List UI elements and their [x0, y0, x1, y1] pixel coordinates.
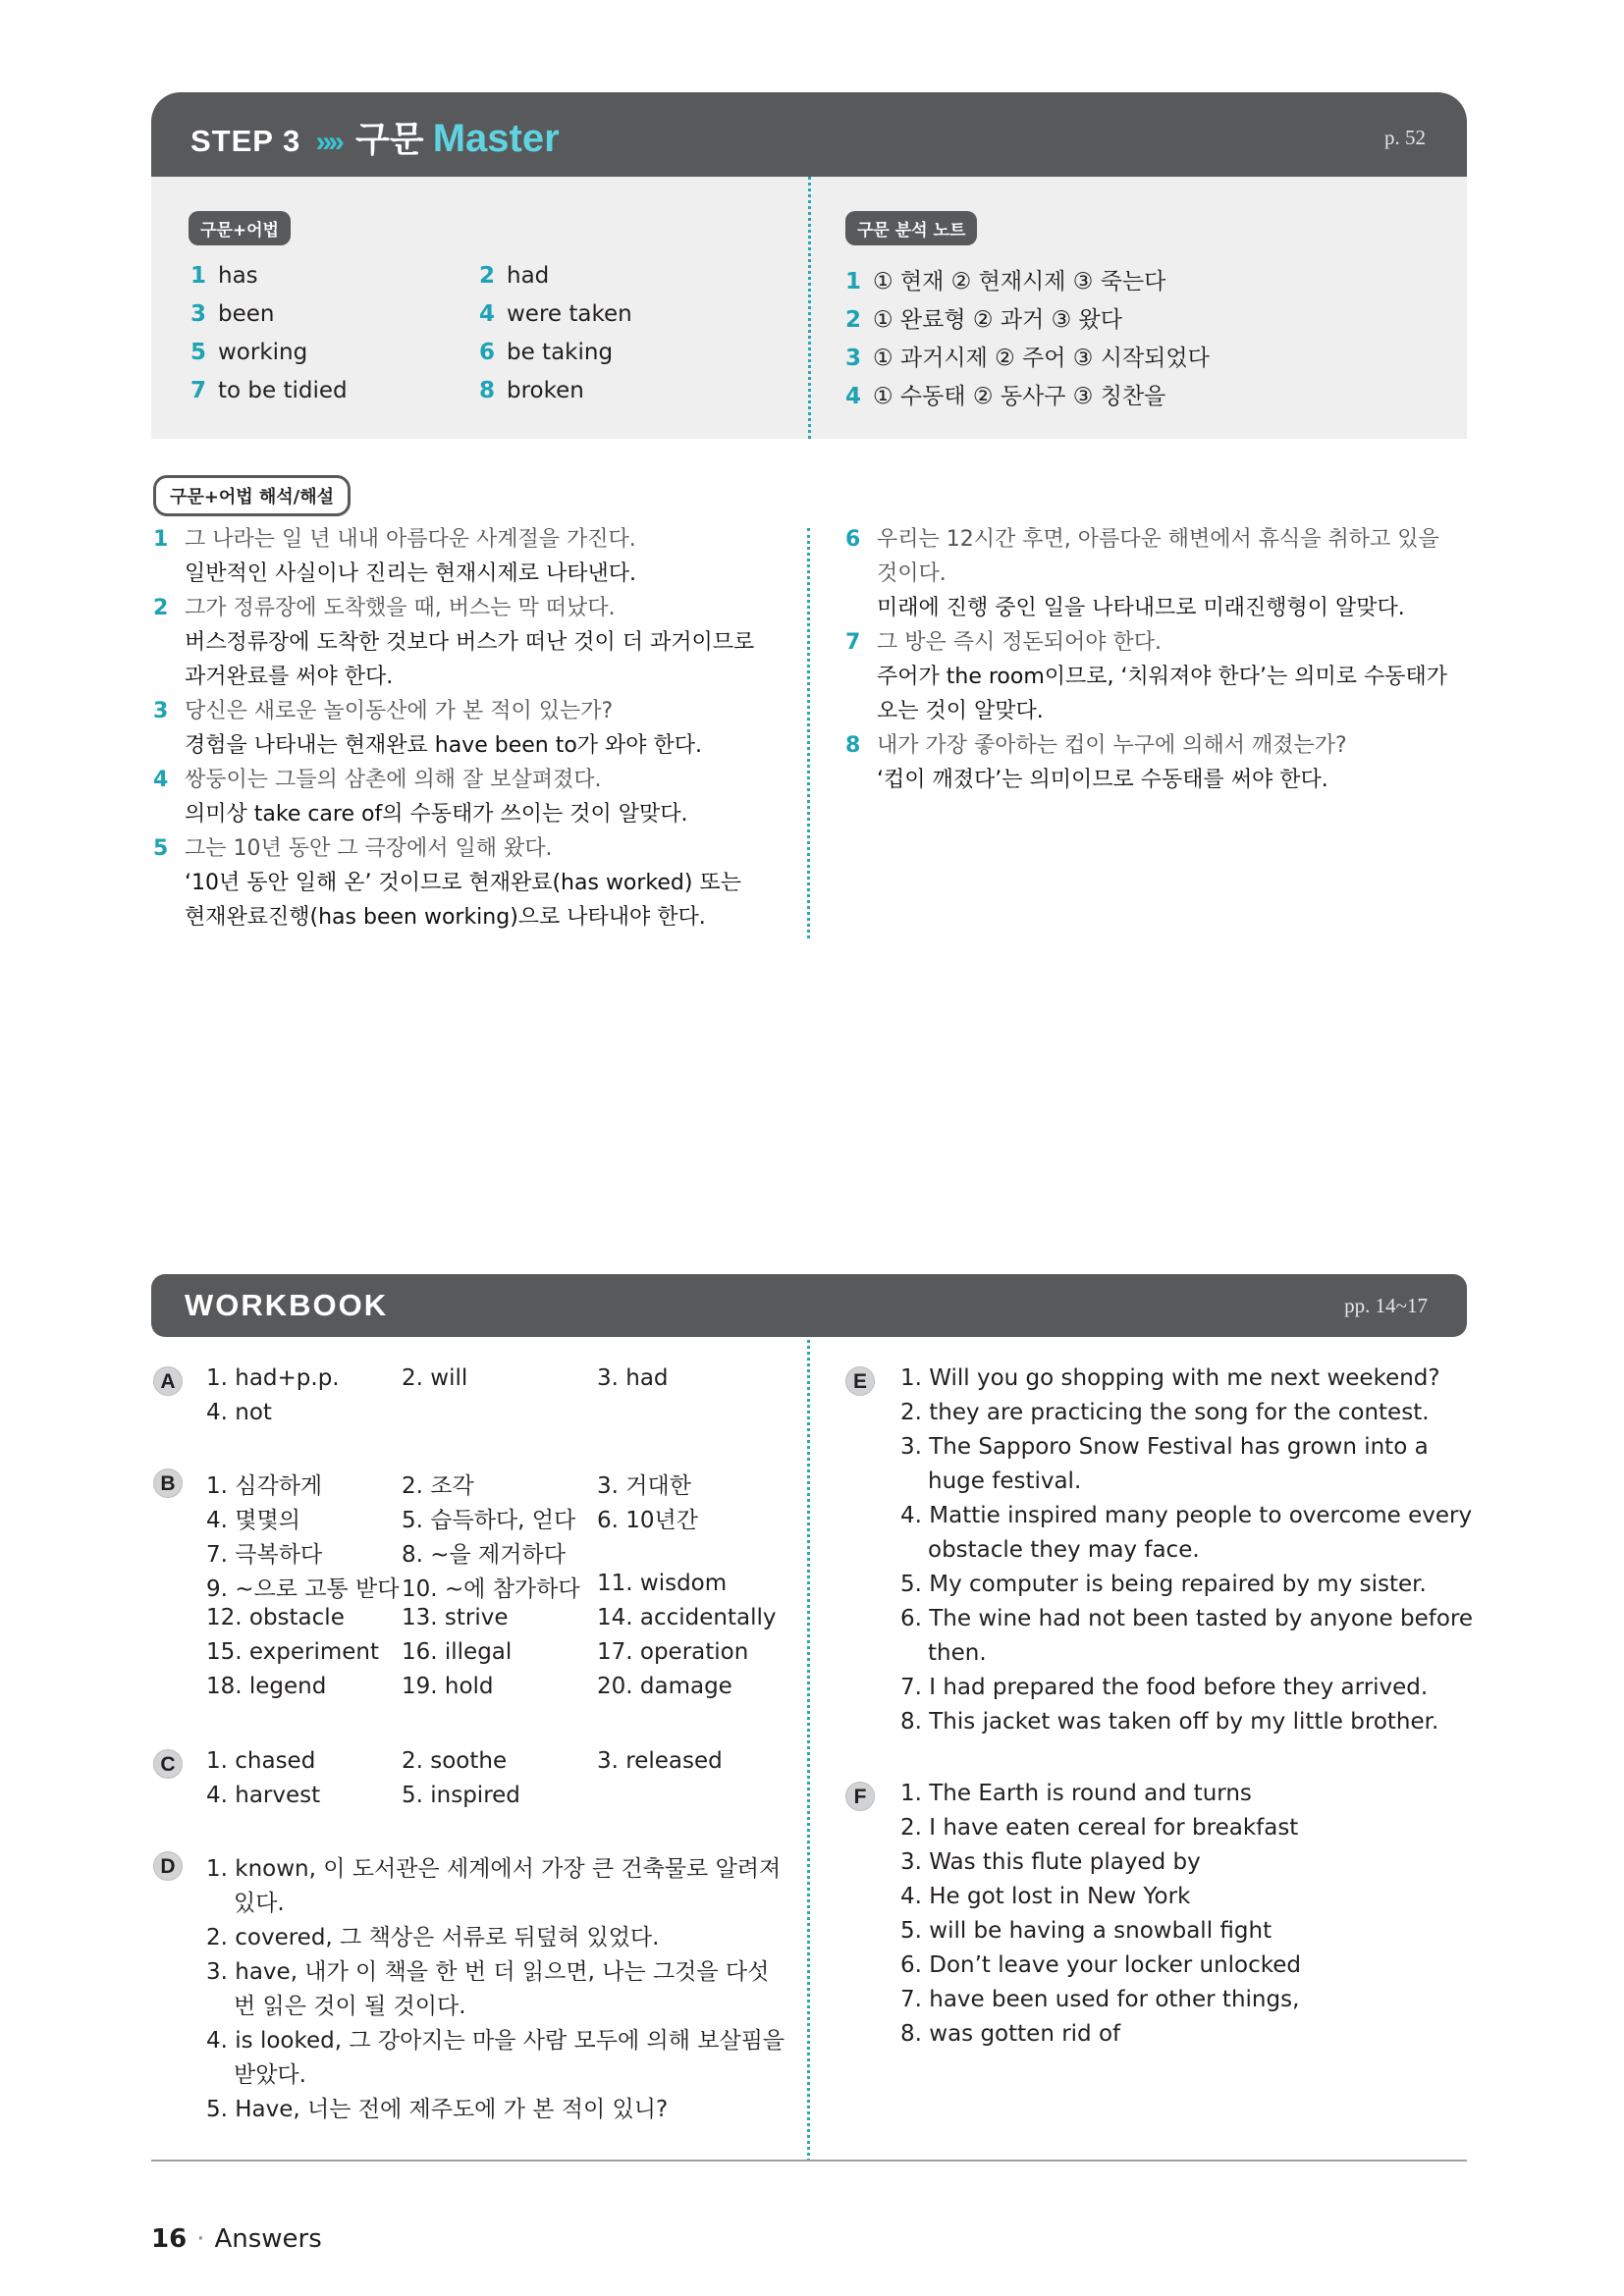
explanation-note: 의미상 take care of의 수동태가 쓰이는 것이 알맞다.	[185, 802, 688, 827]
explanation-item	[845, 522, 1466, 625]
explanation-number: 3	[153, 699, 169, 723]
wb-d-line: 있다.	[234, 1891, 285, 1916]
wb-f-line: 4. He got lost in New York	[900, 1884, 1191, 1909]
column-divider	[807, 1340, 810, 2162]
explanation-note: ‘10년 동안 일해 온’ 것이므로 현재완료(has worked) 또는	[185, 871, 741, 895]
wb-b-item: 18. legend	[206, 1674, 327, 1699]
explanation-right-column	[845, 522, 1466, 797]
wb-c-item: 5. inspired	[402, 1783, 520, 1808]
wb-e-line: 8. This jacket was taken off by my little brother.	[900, 1709, 1439, 1735]
wb-a-item: 3. had	[597, 1365, 669, 1391]
explanation-item	[153, 694, 782, 763]
explanation-note: 미래에 진행 중인 일을 나타내므로 미래진행형이 알맞다.	[877, 596, 1405, 620]
explanation-item	[153, 591, 782, 694]
analysis-note: 2 ① 완료형 ② 과거 ③ 왔다	[845, 307, 1122, 333]
explanation-translation: 그 나라는 일 년 내내 아름다운 사계절을 가진다.	[185, 527, 636, 552]
explanation-translation: 그는 10년 동안 그 극장에서 일해 왔다.	[185, 836, 553, 861]
analysis-note: 1 ① 현재 ② 현재시제 ③ 죽는다	[845, 269, 1166, 294]
wb-c-item: 4. harvest	[206, 1783, 321, 1808]
explanation-item	[153, 831, 782, 934]
grammar-answer: 4 were taken	[479, 301, 632, 327]
workbook-title: WORKBOOK	[185, 1288, 389, 1322]
wb-b-item: 10. ~에 참가하다	[402, 1576, 580, 1602]
explanation-translation: 당신은 새로운 놀이동산에 가 본 적이 있는가?	[185, 699, 614, 723]
section-e-badge: E	[845, 1366, 875, 1396]
step-page-ref: p. 52	[1384, 126, 1426, 149]
wb-b-item: 2. 조각	[402, 1473, 474, 1499]
wb-a-item: 2. will	[402, 1365, 468, 1391]
explanation-left-column	[153, 522, 782, 934]
step3-title	[190, 112, 560, 162]
wb-b-item: 1. 심각하게	[206, 1473, 323, 1499]
wb-d-line: 4. is looked, 그 강아지는 마을 사람 모두에 의해 보살핌을	[206, 2028, 785, 2054]
column-divider	[808, 177, 811, 439]
grammar-answer: 3 been	[190, 301, 275, 327]
explanation-item	[845, 728, 1466, 797]
step3-header	[151, 92, 1467, 177]
explanation-translation: 우리는 12시간 후면, 아름다운 해변에서 휴식을 취하고 있을	[877, 527, 1439, 552]
wb-f-line: 3. Was this flute played by	[900, 1849, 1201, 1875]
bottom-rule	[151, 2160, 1467, 2162]
wb-b-item: 4. 몇몇의	[206, 1508, 300, 1533]
wb-b-item: 17. operation	[597, 1639, 749, 1665]
grammar-answer: 7 to be tidied	[190, 378, 348, 403]
workbook-header	[151, 1274, 1467, 1337]
explanation-number: 7	[845, 630, 861, 655]
wb-c-item: 1. chased	[206, 1748, 316, 1774]
section-c-badge: C	[153, 1749, 183, 1779]
wb-b-item: 14. accidentally	[597, 1605, 777, 1630]
wb-f-line: 8. was gotten rid of	[900, 2021, 1121, 2047]
grammar-answer: 8 broken	[479, 378, 584, 403]
analysis-label: 구문 분석 노트	[845, 211, 977, 245]
explanation-note: 현재완료진행(has been working)으로 나타내야 한다.	[185, 905, 706, 930]
explanation-note: 주어가 the room이므로, ‘치워져야 한다’는 의미로 수동태가	[877, 665, 1447, 689]
wb-b-item: 3. 거대한	[597, 1473, 691, 1499]
wb-e-line: huge festival.	[928, 1468, 1082, 1494]
workbook-pages: pp. 14~17	[1344, 1294, 1428, 1317]
wb-f-line: 2. I have eaten cereal for breakfast	[900, 1815, 1299, 1841]
wb-d-line: 1. known, 이 도서관은 세계에서 가장 큰 건축물로 알려져	[206, 1856, 782, 1882]
wb-f-line: 7. have been used for other things,	[900, 1987, 1300, 2012]
explanation-number: 1	[153, 527, 169, 552]
wb-e-line: 5. My computer is being repaired by my sister.	[900, 1572, 1427, 1597]
section-f-badge: F	[845, 1782, 875, 1811]
explanation-note: 버스정류장에 도착한 것보다 버스가 떠난 것이 더 과거이므로	[185, 630, 755, 655]
footer-dot: ·	[196, 2224, 205, 2254]
explanation-note: 일반적인 사실이나 진리는 현재시제로 나타낸다.	[185, 561, 637, 586]
wb-c-item: 2. soothe	[402, 1748, 508, 1774]
page-footer	[151, 2224, 322, 2254]
wb-b-item: 6. 10년간	[597, 1508, 698, 1533]
wb-e-line: 1. Will you go shopping with me next weekend?	[900, 1365, 1440, 1391]
explanation-note: 오는 것이 알맞다.	[877, 699, 1044, 723]
grammar-answer: 5 working	[190, 340, 308, 365]
step-label: STEP 3	[190, 124, 301, 158]
wb-b-item: 16. illegal	[402, 1639, 513, 1665]
wb-d-line: 번 읽은 것이 될 것이다.	[234, 1994, 466, 2019]
section-d-badge: D	[153, 1851, 183, 1881]
wb-b-item: 11. wisdom	[597, 1571, 728, 1596]
wb-c-item: 3. released	[597, 1748, 723, 1774]
page-number: 16	[151, 2224, 188, 2254]
explanation-number: 4	[153, 768, 169, 792]
wb-e-line: then.	[928, 1640, 987, 1666]
double-chevron-icon: »»	[315, 126, 341, 158]
wb-b-item: 13. strive	[402, 1605, 509, 1630]
wb-e-line: 7. I had prepared the food before they arrived.	[900, 1675, 1429, 1700]
wb-b-item: 20. damage	[597, 1674, 732, 1699]
wb-b-item: 9. ~으로 고통 받다	[206, 1576, 400, 1602]
explanation-label: 구문+어법 해석/해설	[153, 475, 351, 516]
wb-b-item: 15. experiment	[206, 1639, 379, 1665]
wb-f-line: 6. Don’t leave your locker unlocked	[900, 1952, 1302, 1978]
wb-e-line: obstacle they may face.	[928, 1537, 1200, 1563]
explanation-translation: 그가 정류장에 도착했을 때, 버스는 막 떠났다.	[185, 596, 616, 620]
explanation-note: ‘컵이 깨졌다’는 의미이므로 수동태를 써야 한다.	[877, 768, 1328, 792]
grammar-answer: 1 has	[190, 263, 258, 289]
wb-e-line: 6. The wine had not been tasted by anyone before	[900, 1606, 1474, 1631]
explanation-translation: 것이다.	[877, 561, 947, 586]
footer-label: Answers	[214, 2224, 322, 2254]
explanation-item	[845, 625, 1466, 728]
explanation-number: 2	[153, 596, 169, 620]
analysis-note: 4 ① 수동태 ② 동사구 ③ 칭찬을	[845, 384, 1166, 409]
wb-d-line: 3. have, 내가 이 책을 한 번 더 읽으면, 나는 그것을 다섯	[206, 1959, 770, 1985]
wb-b-item: 5. 습득하다, 얻다	[402, 1508, 576, 1533]
explanation-note: 경험을 나타내는 현재완료 have been to가 와야 한다.	[185, 733, 703, 758]
explanation-number: 5	[153, 836, 169, 861]
answer-box	[151, 177, 1467, 439]
explanation-item	[153, 522, 782, 591]
analysis-note: 3 ① 과거시제 ② 주어 ③ 시작되었다	[845, 346, 1210, 371]
wb-b-item: 7. 극복하다	[206, 1542, 323, 1568]
wb-a-item: 4. not	[206, 1400, 272, 1425]
wb-f-line: 1. The Earth is round and turns	[900, 1781, 1252, 1806]
explanation-translation: 그 방은 즉시 정돈되어야 한다.	[877, 630, 1162, 655]
grammar-label: 구문+어법	[189, 211, 291, 245]
wb-e-line: 2. they are practicing the song for the contest.	[900, 1400, 1430, 1425]
wb-b-item: 8. ~을 제거하다	[402, 1542, 566, 1568]
wb-b-item: 12. obstacle	[206, 1605, 345, 1630]
explanation-item	[153, 763, 782, 831]
explanation-number: 6	[845, 527, 861, 552]
wb-a-item: 1. had+p.p.	[206, 1365, 340, 1391]
wb-d-line: 받았다.	[234, 2062, 306, 2088]
column-divider	[807, 528, 810, 938]
explanation-note: 과거완료를 써야 한다.	[185, 665, 394, 689]
explanation-translation: 쌍둥이는 그들의 삼촌에 의해 잘 보살펴졌다.	[185, 768, 602, 792]
step-master-title: Master	[432, 117, 560, 160]
wb-e-line: 4. Mattie inspired many people to overcome every	[900, 1503, 1473, 1528]
wb-d-line: 5. Have, 너는 전에 제주도에 가 본 적이 있니?	[206, 2097, 669, 2122]
explanation-number: 8	[845, 733, 861, 758]
section-a-badge: A	[153, 1366, 183, 1396]
wb-e-line: 3. The Sapporo Snow Festival has grown into a	[900, 1434, 1429, 1460]
explanation-translation: 내가 가장 좋아하는 컵이 누구에 의해서 깨졌는가?	[877, 733, 1347, 758]
wb-f-line: 5. will be having a snowball fight	[900, 1918, 1272, 1944]
step-korean-title: 구문	[354, 119, 424, 159]
wb-b-item: 19. hold	[402, 1674, 494, 1699]
grammar-answer: 6 be taking	[479, 340, 614, 365]
section-b-badge: B	[153, 1468, 183, 1498]
wb-d-line: 2. covered, 그 책상은 서류로 뒤덮혀 있었다.	[206, 1925, 660, 1950]
grammar-answer: 2 had	[479, 263, 550, 289]
